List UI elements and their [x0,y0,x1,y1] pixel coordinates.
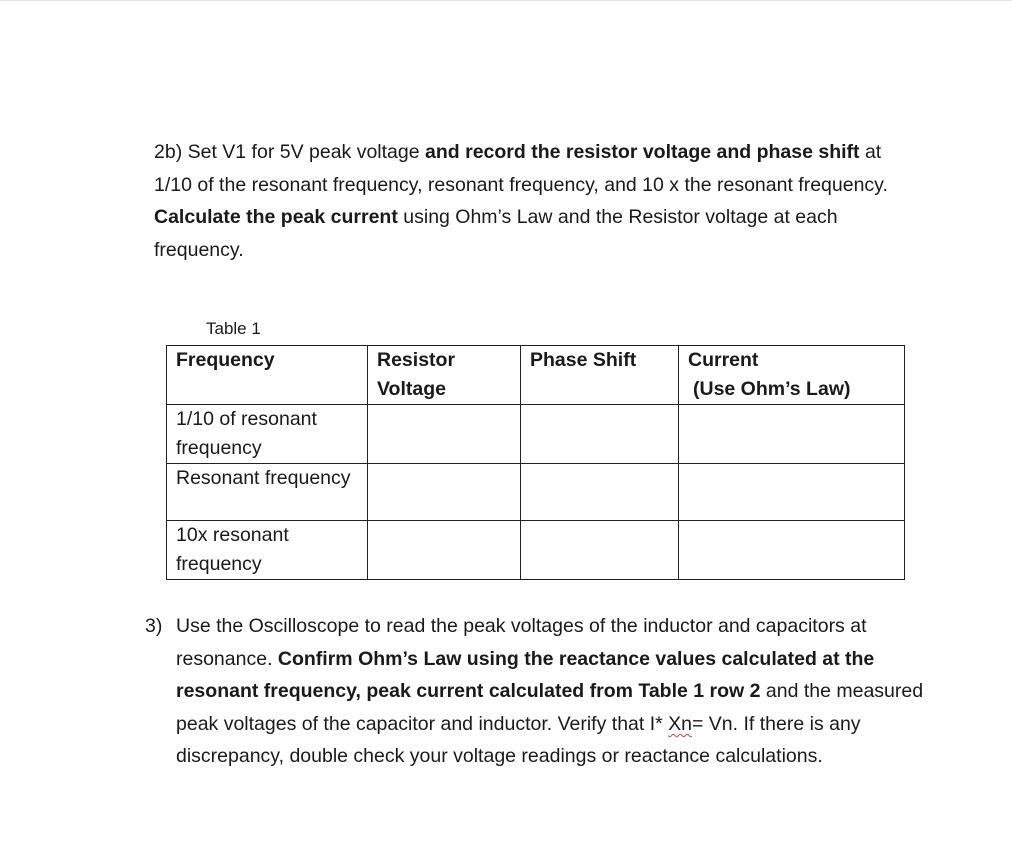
cell-phase-shift[interactable] [521,464,679,521]
cell-current[interactable] [679,464,905,521]
table-row [167,464,905,521]
cell-resistor-voltage[interactable] [368,464,521,521]
cell-phase-shift[interactable] [521,405,679,464]
cell-frequency: 1/10 of resonant frequency [167,405,368,464]
header-current-note: (Use Ohm’s Law) [693,378,851,400]
header-current [679,346,905,405]
instruction-3-text-3: = Vn. If there is any discrepancy, double check your voltage readings or reactance calculations. [176,712,861,768]
table-header-row [167,346,905,405]
instruction-3-text-2: and the measured peak voltages of the capacitor and inductor. Verify that I* [176,680,924,735]
header-resistor-voltage-label: Resistor Voltage [377,349,456,400]
spellcheck-word-xn: Xn [668,712,692,735]
table-row [167,521,905,580]
header-frequency [167,346,368,405]
instruction-3-text-1: Use the Oscilloscope to read the peak voltages of the inductor and capacitors at resonance. [176,615,867,670]
instruction-2b-text-1: 2b) Set V1 for 5V peak voltage [154,141,426,163]
instruction-2b-text-2: at 1/10 of the resonant frequency, resonant frequency, and 10 x the resonant frequency. [154,141,888,196]
cell-frequency: Resonant frequency [167,464,368,521]
header-phase-shift [521,346,679,405]
instruction-2b [154,136,894,266]
instruction-2b-bold-1: and record the resistor voltage and phase shift [425,141,860,163]
header-phase-shift-label: Phase Shift [530,349,637,371]
header-resistor-voltage [368,346,521,405]
header-frequency-label: Frequency [176,349,275,371]
table-row [167,405,905,464]
cell-resistor-voltage[interactable] [368,405,521,464]
instruction-2b-text-3: using Ohm’s Law and the Resistor voltage at each frequency. [154,206,838,261]
cell-frequency: 10x resonant frequency [167,521,368,580]
instruction-3 [176,610,936,773]
data-table [166,345,905,580]
instruction-2b-bold-2: Calculate the peak current [154,206,398,229]
page-top-edge [0,0,1012,1]
list-number-3: 3) [145,615,163,637]
table-caption: Table 1 [206,319,261,338]
cell-current[interactable] [679,405,905,464]
instruction-3-bold-1: Confirm Ohm’s Law using the reactance values calculated at the resonant frequency, peak current calculated from Table 1 row 2 [176,647,875,703]
cell-current[interactable] [679,521,905,580]
header-current-label: Current [688,349,759,371]
cell-resistor-voltage[interactable] [368,521,521,580]
cell-phase-shift[interactable] [521,521,679,580]
